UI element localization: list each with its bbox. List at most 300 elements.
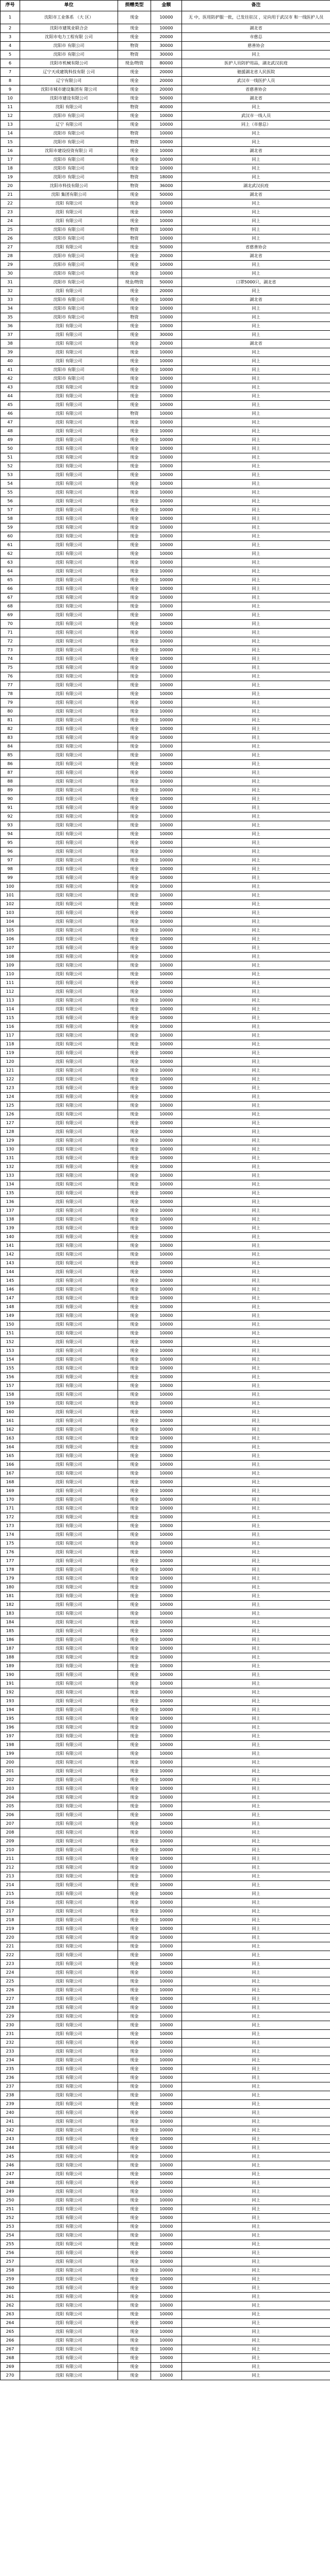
cell-index: 114 bbox=[1, 1005, 20, 1014]
cell-amount: 10000 bbox=[151, 2258, 182, 2266]
cell-note: 市慈总 bbox=[182, 33, 330, 42]
cell-index: 168 bbox=[1, 1478, 20, 1487]
cell-index: 196 bbox=[1, 1723, 20, 1732]
table-row bbox=[1, 1767, 330, 1776]
cell-index: 218 bbox=[1, 1916, 20, 1925]
cell-unit: 沈阳 有限公司 bbox=[20, 611, 118, 620]
cell-note: 同上 bbox=[182, 1408, 330, 1417]
cell-type: 现金 bbox=[118, 2336, 151, 2345]
cell-amount: 10000 bbox=[151, 2301, 182, 2310]
cell-note: 同上 bbox=[182, 874, 330, 883]
cell-type: 现金 bbox=[118, 296, 151, 304]
cell-type: 现金 bbox=[118, 2371, 151, 2380]
cell-amount: 10000 bbox=[151, 2021, 182, 2030]
cell-unit: 沈阳 有限公司 bbox=[20, 1601, 118, 1609]
cell-note: 同上 bbox=[182, 1934, 330, 1942]
cell-unit: 沈阳 有限公司 bbox=[20, 1951, 118, 1960]
cell-amount: 10000 bbox=[151, 1040, 182, 1049]
cell-type: 现金 bbox=[118, 567, 151, 576]
cell-amount: 10000 bbox=[151, 1767, 182, 1776]
cell-index: 166 bbox=[1, 1461, 20, 1469]
cell-index: 116 bbox=[1, 1023, 20, 1031]
cell-note: 同上 bbox=[182, 2082, 330, 2091]
cell-type: 现金 bbox=[118, 1750, 151, 1758]
cell-index: 178 bbox=[1, 1566, 20, 1574]
table-row bbox=[1, 2310, 330, 2319]
cell-unit: 沈阳 有限公司 bbox=[20, 1504, 118, 1513]
cell-index: 205 bbox=[1, 1802, 20, 1811]
cell-amount: 10000 bbox=[151, 156, 182, 164]
cell-type: 现金 bbox=[118, 1680, 151, 1688]
cell-type: 现金 bbox=[118, 541, 151, 550]
cell-amount: 10000 bbox=[151, 848, 182, 856]
cell-type: 现金 bbox=[118, 1697, 151, 1706]
table-row bbox=[1, 672, 330, 681]
cell-amount: 10000 bbox=[151, 812, 182, 821]
cell-index: 12 bbox=[1, 112, 20, 121]
cell-amount: 10000 bbox=[151, 1487, 182, 1496]
table-row bbox=[1, 269, 330, 278]
cell-type: 现金 bbox=[118, 1557, 151, 1566]
table-row bbox=[1, 2012, 330, 2021]
cell-amount: 10000 bbox=[151, 742, 182, 751]
cell-index: 82 bbox=[1, 725, 20, 734]
cell-note: 同上 bbox=[182, 2223, 330, 2231]
cell-type: 现金 bbox=[118, 1145, 151, 1154]
table-row bbox=[1, 1014, 330, 1023]
cell-note: 同上 bbox=[182, 1618, 330, 1627]
cell-type: 现金 bbox=[118, 1925, 151, 1934]
cell-unit: 沈阳 有限公司 bbox=[20, 1277, 118, 1285]
table-row bbox=[1, 961, 330, 970]
cell-unit: 沈阳 有限公司 bbox=[20, 1434, 118, 1443]
cell-index: 268 bbox=[1, 2354, 20, 2363]
cell-note: 同上 bbox=[182, 751, 330, 760]
cell-amount: 10000 bbox=[151, 2179, 182, 2188]
cell-type: 现金 bbox=[118, 1382, 151, 1391]
table-row bbox=[1, 392, 330, 401]
cell-note: 同上 bbox=[182, 2240, 330, 2249]
cell-note: 武汉市一线人员 bbox=[182, 112, 330, 121]
cell-type: 现金 bbox=[118, 1583, 151, 1592]
cell-index: 201 bbox=[1, 1767, 20, 1776]
cell-unit: 沈阳 有限公司 bbox=[20, 2371, 118, 2380]
cell-type: 现金 bbox=[118, 1793, 151, 1802]
cell-type: 现金 bbox=[118, 1408, 151, 1417]
cell-index: 126 bbox=[1, 1110, 20, 1119]
cell-type: 现金 bbox=[118, 11, 151, 24]
cell-index: 57 bbox=[1, 506, 20, 515]
cell-note: 同上 bbox=[182, 681, 330, 690]
cell-note: 同上 bbox=[182, 725, 330, 734]
cell-type: 现金 bbox=[118, 839, 151, 848]
table-row bbox=[1, 2153, 330, 2161]
cell-note: 同上 bbox=[182, 821, 330, 830]
cell-amount: 10000 bbox=[151, 1469, 182, 1478]
cell-amount: 10000 bbox=[151, 1224, 182, 1233]
cell-type: 现金 bbox=[118, 1636, 151, 1645]
table-row bbox=[1, 2205, 330, 2214]
cell-type: 现金 bbox=[118, 1863, 151, 1872]
cell-note: 同上 bbox=[182, 497, 330, 506]
cell-unit: 沈阳 有限公司 bbox=[20, 1452, 118, 1461]
cell-amount: 10000 bbox=[151, 988, 182, 996]
cell-type: 现金 bbox=[118, 2205, 151, 2214]
cell-unit: 沈阳 有限公司 bbox=[20, 1697, 118, 1706]
cell-index: 83 bbox=[1, 734, 20, 742]
cell-amount: 10000 bbox=[151, 1382, 182, 1391]
cell-amount: 10000 bbox=[151, 1513, 182, 1522]
table-row bbox=[1, 50, 330, 59]
cell-amount: 50000 bbox=[151, 278, 182, 287]
cell-unit: 沈阳 有限公司 bbox=[20, 2161, 118, 2170]
cell-note: 同上 bbox=[182, 883, 330, 891]
cell-amount: 10000 bbox=[151, 488, 182, 497]
cell-note: 同上 bbox=[182, 909, 330, 918]
table-row bbox=[1, 2284, 330, 2293]
cell-note: 同上 bbox=[182, 953, 330, 961]
cell-index: 54 bbox=[1, 480, 20, 488]
cell-index: 2 bbox=[1, 24, 20, 33]
cell-index: 55 bbox=[1, 488, 20, 497]
cell-type: 现金 bbox=[118, 1207, 151, 1215]
cell-amount: 40000 bbox=[151, 103, 182, 112]
cell-note: 同上 bbox=[182, 2328, 330, 2336]
cell-amount: 10000 bbox=[151, 979, 182, 988]
table-row bbox=[1, 261, 330, 269]
cell-type: 现金 bbox=[118, 1504, 151, 1513]
cell-unit: 沈阳 有限公司 bbox=[20, 1119, 118, 1128]
cell-note: 同上 bbox=[182, 2091, 330, 2100]
cell-index: 186 bbox=[1, 1636, 20, 1645]
cell-amount: 10000 bbox=[151, 1820, 182, 1828]
table-row bbox=[1, 1539, 330, 1548]
cell-unit: 沈阳 有限公司 bbox=[20, 1522, 118, 1531]
cell-note: 同上 bbox=[182, 2074, 330, 2082]
table-row bbox=[1, 2091, 330, 2100]
cell-amount: 10000 bbox=[151, 944, 182, 953]
cell-note: 医护人员防护用品，湖北武汉抗疫 bbox=[182, 59, 330, 68]
cell-index: 48 bbox=[1, 427, 20, 436]
cell-note: 同上 bbox=[182, 585, 330, 594]
table-row bbox=[1, 979, 330, 988]
cell-type: 现金 bbox=[118, 1469, 151, 1478]
cell-unit: 沈阳 有限公司 bbox=[20, 585, 118, 594]
cell-unit: 沈阳 有限公司 bbox=[20, 1014, 118, 1023]
cell-unit: 沈阳 有限公司 bbox=[20, 865, 118, 874]
cell-index: 240 bbox=[1, 2109, 20, 2117]
cell-index: 128 bbox=[1, 1128, 20, 1137]
cell-type: 现金 bbox=[118, 515, 151, 523]
cell-type: 现金 bbox=[118, 742, 151, 751]
table-row bbox=[1, 1452, 330, 1461]
cell-index: 213 bbox=[1, 1872, 20, 1881]
cell-amount: 10000 bbox=[151, 2117, 182, 2126]
cell-type: 现金 bbox=[118, 1872, 151, 1881]
cell-note: 同上 bbox=[182, 594, 330, 602]
cell-amount: 10000 bbox=[151, 1329, 182, 1338]
table-row bbox=[1, 2223, 330, 2231]
cell-type: 现金 bbox=[118, 2091, 151, 2100]
cell-note: 同上 bbox=[182, 602, 330, 611]
cell-unit: 沈阳 有限公司 bbox=[20, 1110, 118, 1119]
cell-note: 同上 bbox=[182, 1986, 330, 1995]
table-row bbox=[1, 2047, 330, 2056]
cell-type: 现金 bbox=[118, 304, 151, 313]
cell-index: 192 bbox=[1, 1688, 20, 1697]
table-row bbox=[1, 1732, 330, 1741]
cell-index: 224 bbox=[1, 1969, 20, 1977]
cell-type: 现金 bbox=[118, 1250, 151, 1259]
cell-unit: 沈阳 有限公司 bbox=[20, 1145, 118, 1154]
cell-amount: 10000 bbox=[151, 497, 182, 506]
cell-amount: 10000 bbox=[151, 1837, 182, 1846]
cell-unit: 沈阳 有限公司 bbox=[20, 1163, 118, 1172]
cell-type: 现金 bbox=[118, 2039, 151, 2047]
table-row bbox=[1, 1522, 330, 1531]
cell-amount: 10000 bbox=[151, 1750, 182, 1758]
cell-amount: 10000 bbox=[151, 681, 182, 690]
cell-type: 现金 bbox=[118, 471, 151, 480]
table-row bbox=[1, 2301, 330, 2310]
cell-unit: 沈阳 有限公司 bbox=[20, 1373, 118, 1382]
cell-note: 同上 bbox=[182, 996, 330, 1005]
cell-index: 89 bbox=[1, 786, 20, 795]
cell-type: 现金 bbox=[118, 2214, 151, 2223]
cell-index: 117 bbox=[1, 1031, 20, 1040]
cell-index: 95 bbox=[1, 839, 20, 848]
cell-type: 现金 bbox=[118, 2161, 151, 2170]
cell-index: 132 bbox=[1, 1163, 20, 1172]
table-row bbox=[1, 1347, 330, 1355]
table-row bbox=[1, 226, 330, 234]
cell-index: 162 bbox=[1, 1426, 20, 1434]
cell-amount: 10000 bbox=[151, 1758, 182, 1767]
cell-unit: 沈阳 有限公司 bbox=[20, 594, 118, 602]
cell-type: 现金 bbox=[118, 1084, 151, 1093]
table-row bbox=[1, 1785, 330, 1793]
cell-amount: 10000 bbox=[151, 1531, 182, 1539]
table-row bbox=[1, 1916, 330, 1925]
cell-note: 同上 bbox=[182, 1014, 330, 1023]
cell-type: 现金 bbox=[118, 1767, 151, 1776]
cell-index: 56 bbox=[1, 497, 20, 506]
cell-type: 现金 bbox=[118, 1934, 151, 1942]
table-row bbox=[1, 988, 330, 996]
cell-unit: 沈阳 有限公司 bbox=[20, 1391, 118, 1399]
cell-type: 现金 bbox=[118, 523, 151, 532]
cell-index: 107 bbox=[1, 944, 20, 953]
cell-type: 现金 bbox=[118, 2293, 151, 2301]
cell-amount: 10000 bbox=[151, 1364, 182, 1373]
cell-amount: 10000 bbox=[151, 637, 182, 646]
cell-note: 同上 bbox=[182, 445, 330, 453]
cell-amount: 10000 bbox=[151, 506, 182, 515]
cell-unit: 沈阳 有限公司 bbox=[20, 1469, 118, 1478]
cell-index: 1 bbox=[1, 11, 20, 24]
cell-amount: 10000 bbox=[151, 1119, 182, 1128]
cell-unit: 沈阳 有限公司 bbox=[20, 2196, 118, 2205]
cell-index: 161 bbox=[1, 1417, 20, 1426]
cell-unit: 沈阳 有限公司 bbox=[20, 1426, 118, 1434]
cell-unit: 沈阳 有限公司 bbox=[20, 1233, 118, 1242]
table-row bbox=[1, 1285, 330, 1294]
table-row bbox=[1, 2293, 330, 2301]
cell-index: 180 bbox=[1, 1583, 20, 1592]
cell-note: 同上 bbox=[182, 2179, 330, 2188]
cell-note: 同上 bbox=[182, 2275, 330, 2284]
table-row bbox=[1, 480, 330, 488]
cell-index: 189 bbox=[1, 1662, 20, 1671]
table-row bbox=[1, 2275, 330, 2284]
cell-amount: 10000 bbox=[151, 1671, 182, 1680]
cell-unit: 沈阳 有限公司 bbox=[20, 103, 118, 112]
cell-amount: 10000 bbox=[151, 418, 182, 427]
cell-note: 省慈善协会 bbox=[182, 243, 330, 252]
cell-unit: 沈阳市 有限公司 bbox=[20, 296, 118, 304]
cell-amount: 10000 bbox=[151, 2039, 182, 2047]
cell-note: 同上 bbox=[182, 366, 330, 375]
cell-note: 同上 bbox=[182, 1969, 330, 1977]
cell-amount: 10000 bbox=[151, 1855, 182, 1863]
cell-note: 同上 bbox=[182, 734, 330, 742]
cell-amount: 10000 bbox=[151, 1662, 182, 1671]
cell-amount: 10000 bbox=[151, 1697, 182, 1706]
cell-note: 同上 bbox=[182, 480, 330, 488]
cell-type: 现金 bbox=[118, 751, 151, 760]
table-row bbox=[1, 1224, 330, 1233]
cell-note: 驰援湖北省人民医院 bbox=[182, 68, 330, 77]
cell-amount: 10000 bbox=[151, 480, 182, 488]
table-row bbox=[1, 427, 330, 436]
cell-unit: 沈阳 有限公司 bbox=[20, 1837, 118, 1846]
table-row bbox=[1, 234, 330, 243]
table-row bbox=[1, 926, 330, 935]
cell-type: 现金 bbox=[118, 979, 151, 988]
cell-type: 现金 bbox=[118, 2004, 151, 2012]
cell-index: 199 bbox=[1, 1750, 20, 1758]
cell-unit: 沈阳 有限公司 bbox=[20, 287, 118, 296]
cell-type: 现金 bbox=[118, 156, 151, 164]
cell-amount: 10000 bbox=[151, 2082, 182, 2091]
cell-unit: 沈阳市 有限公司 bbox=[20, 261, 118, 269]
cell-unit: 沈阳 有限公司 bbox=[20, 1137, 118, 1145]
table-row bbox=[1, 488, 330, 497]
cell-amount: 10000 bbox=[151, 1872, 182, 1881]
cell-index: 187 bbox=[1, 1645, 20, 1653]
cell-note: 同上 bbox=[182, 646, 330, 655]
cell-type: 现金 bbox=[118, 1662, 151, 1671]
cell-index: 195 bbox=[1, 1715, 20, 1723]
cell-index: 46 bbox=[1, 410, 20, 418]
cell-amount: 10000 bbox=[151, 1259, 182, 1268]
cell-unit: 沈阳市 有限公司 bbox=[20, 138, 118, 147]
cell-type: 现金 bbox=[118, 1163, 151, 1172]
cell-type: 现金 bbox=[118, 611, 151, 620]
cell-index: 139 bbox=[1, 1224, 20, 1233]
cell-amount: 20000 bbox=[151, 287, 182, 296]
cell-type: 现金 bbox=[118, 2135, 151, 2144]
cell-type: 现金 bbox=[118, 497, 151, 506]
table-row bbox=[1, 357, 330, 366]
table-row bbox=[1, 611, 330, 620]
cell-type: 现金 bbox=[118, 2284, 151, 2293]
cell-amount: 10000 bbox=[151, 1680, 182, 1688]
table-row bbox=[1, 1163, 330, 1172]
cell-unit: 沈阳市 有限公司 bbox=[20, 252, 118, 261]
cell-note: 同上 bbox=[182, 1820, 330, 1828]
cell-type: 现金 bbox=[118, 401, 151, 410]
cell-index: 90 bbox=[1, 795, 20, 804]
table-row bbox=[1, 795, 330, 804]
table-row bbox=[1, 900, 330, 909]
cell-amount: 10000 bbox=[151, 1899, 182, 1907]
cell-unit: 沈阳 有限公司 bbox=[20, 453, 118, 462]
cell-index: 122 bbox=[1, 1075, 20, 1084]
cell-note: 同上 bbox=[182, 1084, 330, 1093]
cell-amount: 10000 bbox=[151, 1960, 182, 1969]
cell-amount: 10000 bbox=[151, 1189, 182, 1198]
cell-amount: 10000 bbox=[151, 2091, 182, 2100]
cell-unit: 沈阳 有限公司 bbox=[20, 1207, 118, 1215]
cell-amount: 10000 bbox=[151, 2100, 182, 2109]
cell-note: 同上 bbox=[182, 2188, 330, 2196]
cell-amount: 10000 bbox=[151, 1084, 182, 1093]
cell-unit: 沈阳市 有限公司 bbox=[20, 50, 118, 59]
cell-amount: 10000 bbox=[151, 2012, 182, 2021]
cell-note: 同上 bbox=[182, 1767, 330, 1776]
table-row bbox=[1, 1706, 330, 1715]
cell-unit: 沈阳 有限公司 bbox=[20, 480, 118, 488]
cell-note: 同上 bbox=[182, 357, 330, 366]
cell-index: 149 bbox=[1, 1312, 20, 1320]
cell-type: 物资 bbox=[118, 234, 151, 243]
cell-index: 45 bbox=[1, 401, 20, 410]
table-row bbox=[1, 1986, 330, 1995]
cell-amount: 10000 bbox=[151, 1881, 182, 1890]
cell-note: 同上 bbox=[182, 2354, 330, 2363]
cell-note: 同上 bbox=[182, 1531, 330, 1539]
table-row bbox=[1, 1189, 330, 1198]
table-row bbox=[1, 1303, 330, 1312]
table-row bbox=[1, 1776, 330, 1785]
cell-amount: 10000 bbox=[151, 935, 182, 944]
cell-note: 同上 bbox=[182, 1758, 330, 1767]
table-header-row bbox=[1, 1, 330, 11]
cell-type: 现金 bbox=[118, 1180, 151, 1189]
table-row bbox=[1, 287, 330, 296]
cell-amount: 10000 bbox=[151, 1496, 182, 1504]
cell-note: 同上 bbox=[182, 1776, 330, 1785]
table-row bbox=[1, 1399, 330, 1408]
cell-amount: 10000 bbox=[151, 2153, 182, 2161]
cell-amount: 10000 bbox=[151, 865, 182, 874]
cell-index: 254 bbox=[1, 2231, 20, 2240]
cell-type: 现金 bbox=[118, 795, 151, 804]
cell-unit: 沈阳 有限公司 bbox=[20, 751, 118, 760]
cell-amount: 10000 bbox=[151, 296, 182, 304]
table-row bbox=[1, 1277, 330, 1285]
cell-unit: 沈阳 有限公司 bbox=[20, 734, 118, 742]
cell-amount: 10000 bbox=[151, 558, 182, 567]
cell-index: 227 bbox=[1, 1995, 20, 2004]
cell-index: 77 bbox=[1, 681, 20, 690]
cell-index: 144 bbox=[1, 1268, 20, 1277]
cell-unit: 沈阳 有限公司 bbox=[20, 2153, 118, 2161]
cell-index: 209 bbox=[1, 1837, 20, 1846]
table-row bbox=[1, 1645, 330, 1653]
cell-type: 现金 bbox=[118, 462, 151, 471]
